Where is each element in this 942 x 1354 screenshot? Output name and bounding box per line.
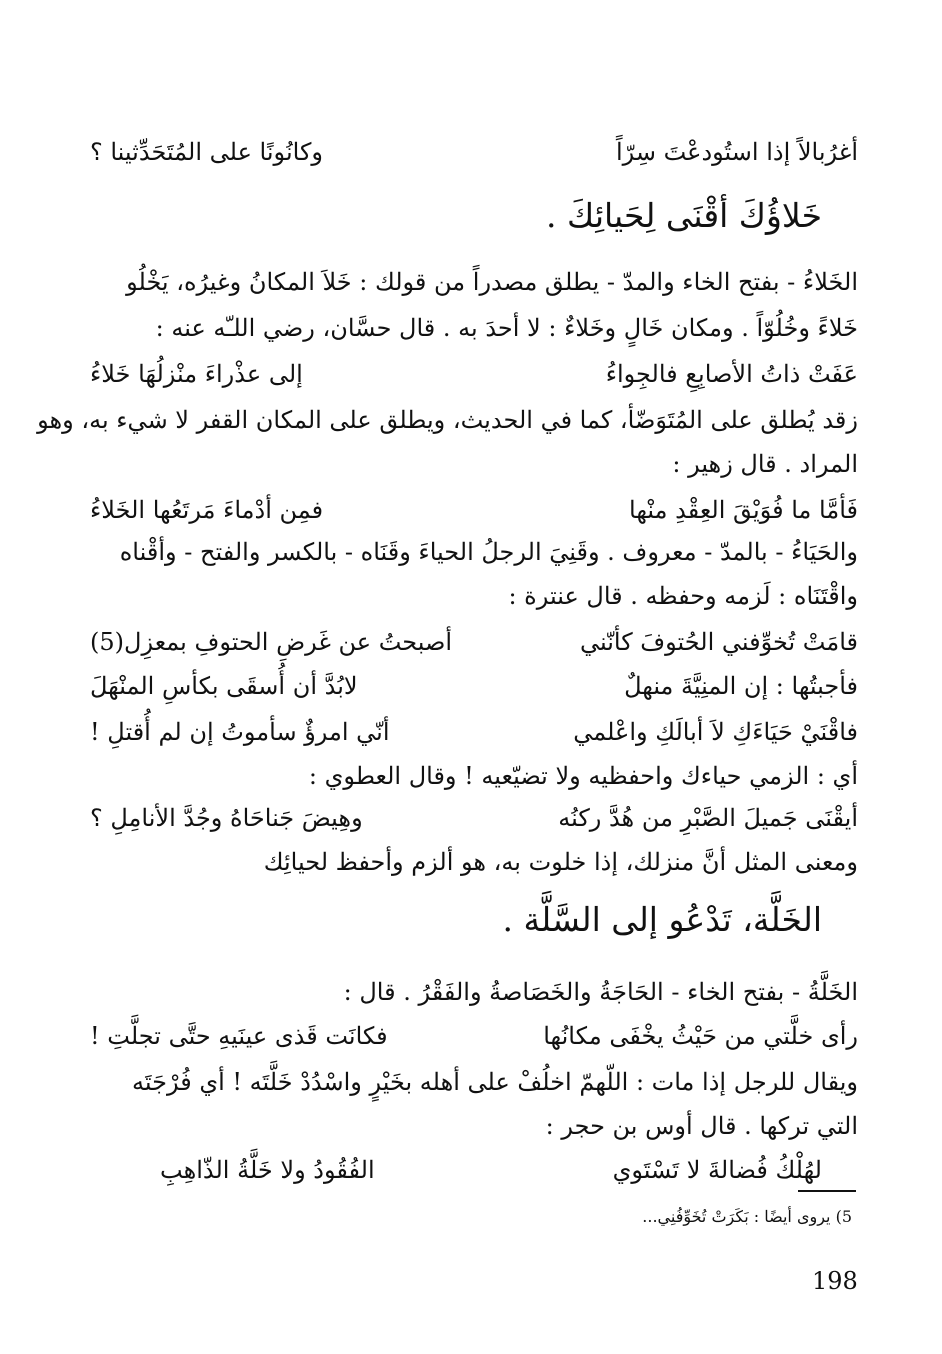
hemistich-first: فَأمَّا ما فُوَيْقَ العِقْدِ منْها: [629, 496, 858, 524]
hemistich-first: فأجبتُها : إن المنِيَّةَ منهلٌ: [624, 672, 858, 700]
hemistich-second: أنّي امرؤٌ سأموتُ إن لم أُقتلِ !: [90, 718, 390, 746]
paragraph-line: ويقال للرجل إذا مات : اللّهمّ اخلُفْ على أهله بخَيْرٍ واسْدُدْ خَلَّتَه ! أي فُرْجَتَه: [132, 1068, 858, 1096]
hemistich-second: إلى عذْراءَ منْزلُهَا خَلاءُ: [90, 360, 303, 388]
verse-khalla: [90, 1020, 858, 1052]
hemistich-second: فمِن أدْماءَ مَرتَعُها الخَلاءُ: [90, 496, 324, 524]
hemistich-first: رأى خلَّتي من حَيْثُ يخْفَى مكانُها: [543, 1022, 858, 1050]
hemistich-second: وكانُونًا على المُتَحَدِّثينا ؟: [90, 138, 323, 166]
verse-antara-2: [90, 670, 858, 702]
hemistich-first: قامَتْ تُخوِّفني الحُتوفَ كأنّني: [579, 628, 858, 656]
paragraph-line: أي : الزمي حياءك واحفظيه ولا تضيّعيه ! وقال العطوي :: [308, 762, 858, 790]
paragraph-line: واقْتَنَاه : لَزمه وحفظه . قال عنترة :: [508, 582, 858, 610]
verse-antara-3: [90, 716, 858, 748]
hemistich-first: لهُلْكُ فُضالةَ لا تَسْتَوي: [612, 1156, 822, 1184]
page-number: 198: [812, 1267, 858, 1295]
verse-aws: [160, 1154, 822, 1186]
paragraph-line: الخَلاءُ - بفتح الخاء والمدّ - يطلق مصدراً من قولك : خَلاَ المكانُ وغيرُه، يَخْلُو: [126, 268, 858, 296]
verse-antara-1: [90, 626, 858, 658]
hemistich-second: أصبحتُ عن غَرضِ الحتوفِ بمعزِل(5): [90, 628, 453, 656]
paragraph-line: والحَيَاءُ - بالمدّ - معروف . وقَنِيَ الرجلُ الحياءَ وقَنَاه - بالكسر والفتح - وأقْناه: [119, 538, 858, 566]
paragraph-line: الخَلَّةُ - بفتح الخاء - الحَاجَةُ والخَصَاصةُ والفَقْرُ . قال :: [343, 978, 858, 1006]
hemistich-first: أغرُبالاً إذا استُودعْتَ سِرّاً: [615, 138, 858, 166]
hemistich-first: عَفَتْ ذاتُ الأصابِعِ فالجِواءُ: [605, 360, 858, 388]
paragraph-line: زقد يُطلق على المُتَوَضّأ، كما في الحديث، ويطلق على المكان القفر لا شيء به، وهو: [37, 406, 858, 434]
paragraph-line: المراد . قال زهير :: [672, 450, 858, 478]
paragraph-line: التي تركها . قال أوس بن حجر :: [545, 1112, 858, 1140]
verse-top: [90, 136, 858, 168]
verse-zuhayr: [90, 494, 858, 526]
verse-hassan: [90, 358, 858, 390]
hemistich-first: أيقْنَى جَميلَ الصَّبْرِ من هُدَّ ركنُه: [558, 804, 858, 832]
paragraph-line: ومعنى المثل أنَّ منزلك، إذا خلوت به، هو ألزم وأحفظ لحيائِك: [263, 848, 858, 876]
heading-proverb-2: الخَلَّة، تَدْعُو إلى السَّلَّة .: [502, 900, 822, 939]
hemistich-second: وهِيضَ جَناحَاهُ وجُدَّ الأنامِلِ ؟: [90, 804, 363, 832]
footnote: 5) يروى أيضًا : بَكَرَتْ تُخَوِّفُنِي...: [642, 1207, 852, 1226]
verse-atawi: [90, 802, 858, 834]
hemistich-second: فكانَت قَذى عينَيهِ حتَّى تجلَّتِ !: [90, 1022, 388, 1050]
paragraph-line: خَلاءً وخُلُوّاً . ومكان خَالٍ وخَلاءٌ : لا أحدَ به . قال حسَّان، رضي اللـّه عنه :: [155, 314, 858, 342]
hemistich-second: لابُدَّ أن أُسقَى بكأسِ المنْهَلَ: [90, 672, 358, 700]
footnote-divider: [798, 1190, 856, 1192]
hemistich-second: الفُقُودُ ولا خَلَّةُ الذّاهِبِ: [160, 1156, 375, 1184]
hemistich-first: فاقْنَيْ حَيَاءَكِ لاَ أبالَكِ واعْلمي: [573, 718, 858, 746]
heading-proverb-1: خَلاؤُكَ أقْنَى لِحَيائِكَ .: [546, 196, 822, 235]
